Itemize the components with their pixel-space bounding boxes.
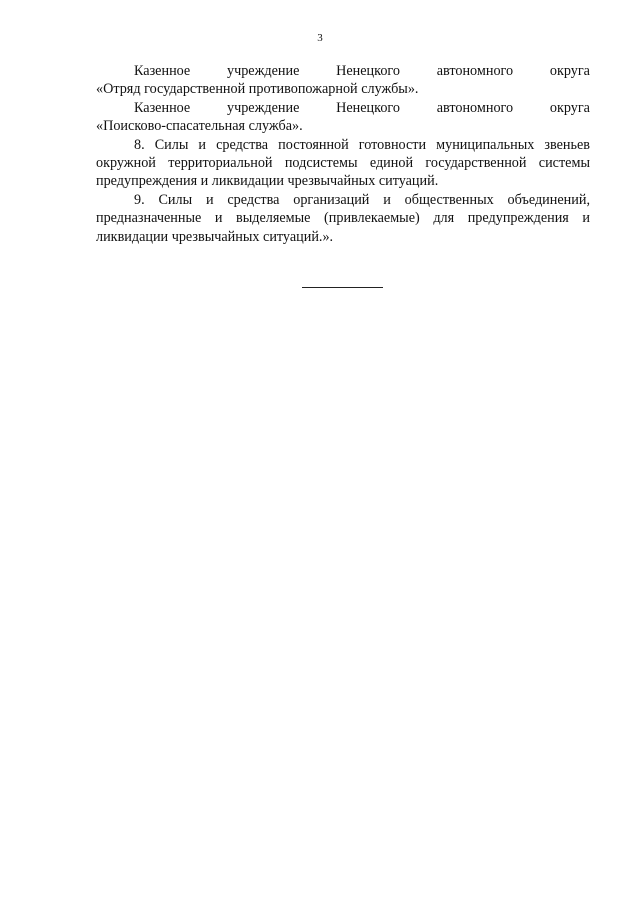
- paragraph-item-9: 9. Силы и средства организаций и общественных объединений, предназначенные и выделяемые (привлекаемые) для предупреждения и ликвидации чрезвычайных ситуаций.».: [96, 191, 590, 245]
- word: учреждение: [226, 99, 300, 116]
- word: автономного: [436, 63, 514, 79]
- word: округа: [549, 63, 590, 79]
- word: Казенное: [134, 63, 191, 79]
- word: округа: [549, 99, 590, 116]
- word: учреждение: [226, 63, 300, 79]
- paragraph-item-8: 8. Силы и средства постоянной готовности муниципальных звеньев окружной территориальной подсистемы единой государственной системы предупреждения и ликвидации чрезвычайных ситуаций.: [96, 136, 590, 190]
- paragraph-first-line: [96, 99, 590, 117]
- paragraph-second-line: «Отряд государственной противопожарной службы».: [96, 81, 419, 98]
- paragraph-first-line: [96, 62, 590, 80]
- word: автономного: [436, 99, 514, 116]
- word: Ненецкого: [336, 63, 400, 79]
- paragraph-fire-service: [96, 62, 590, 99]
- end-separator-line: [302, 287, 383, 288]
- paragraph-second-line: «Поисково-спасательная служба».: [96, 118, 303, 135]
- page-number: 3: [317, 32, 323, 44]
- paragraph-rescue-service: [96, 99, 590, 136]
- word: Ненецкого: [336, 99, 400, 116]
- word: Казенное: [134, 99, 191, 116]
- document-body: [96, 62, 590, 246]
